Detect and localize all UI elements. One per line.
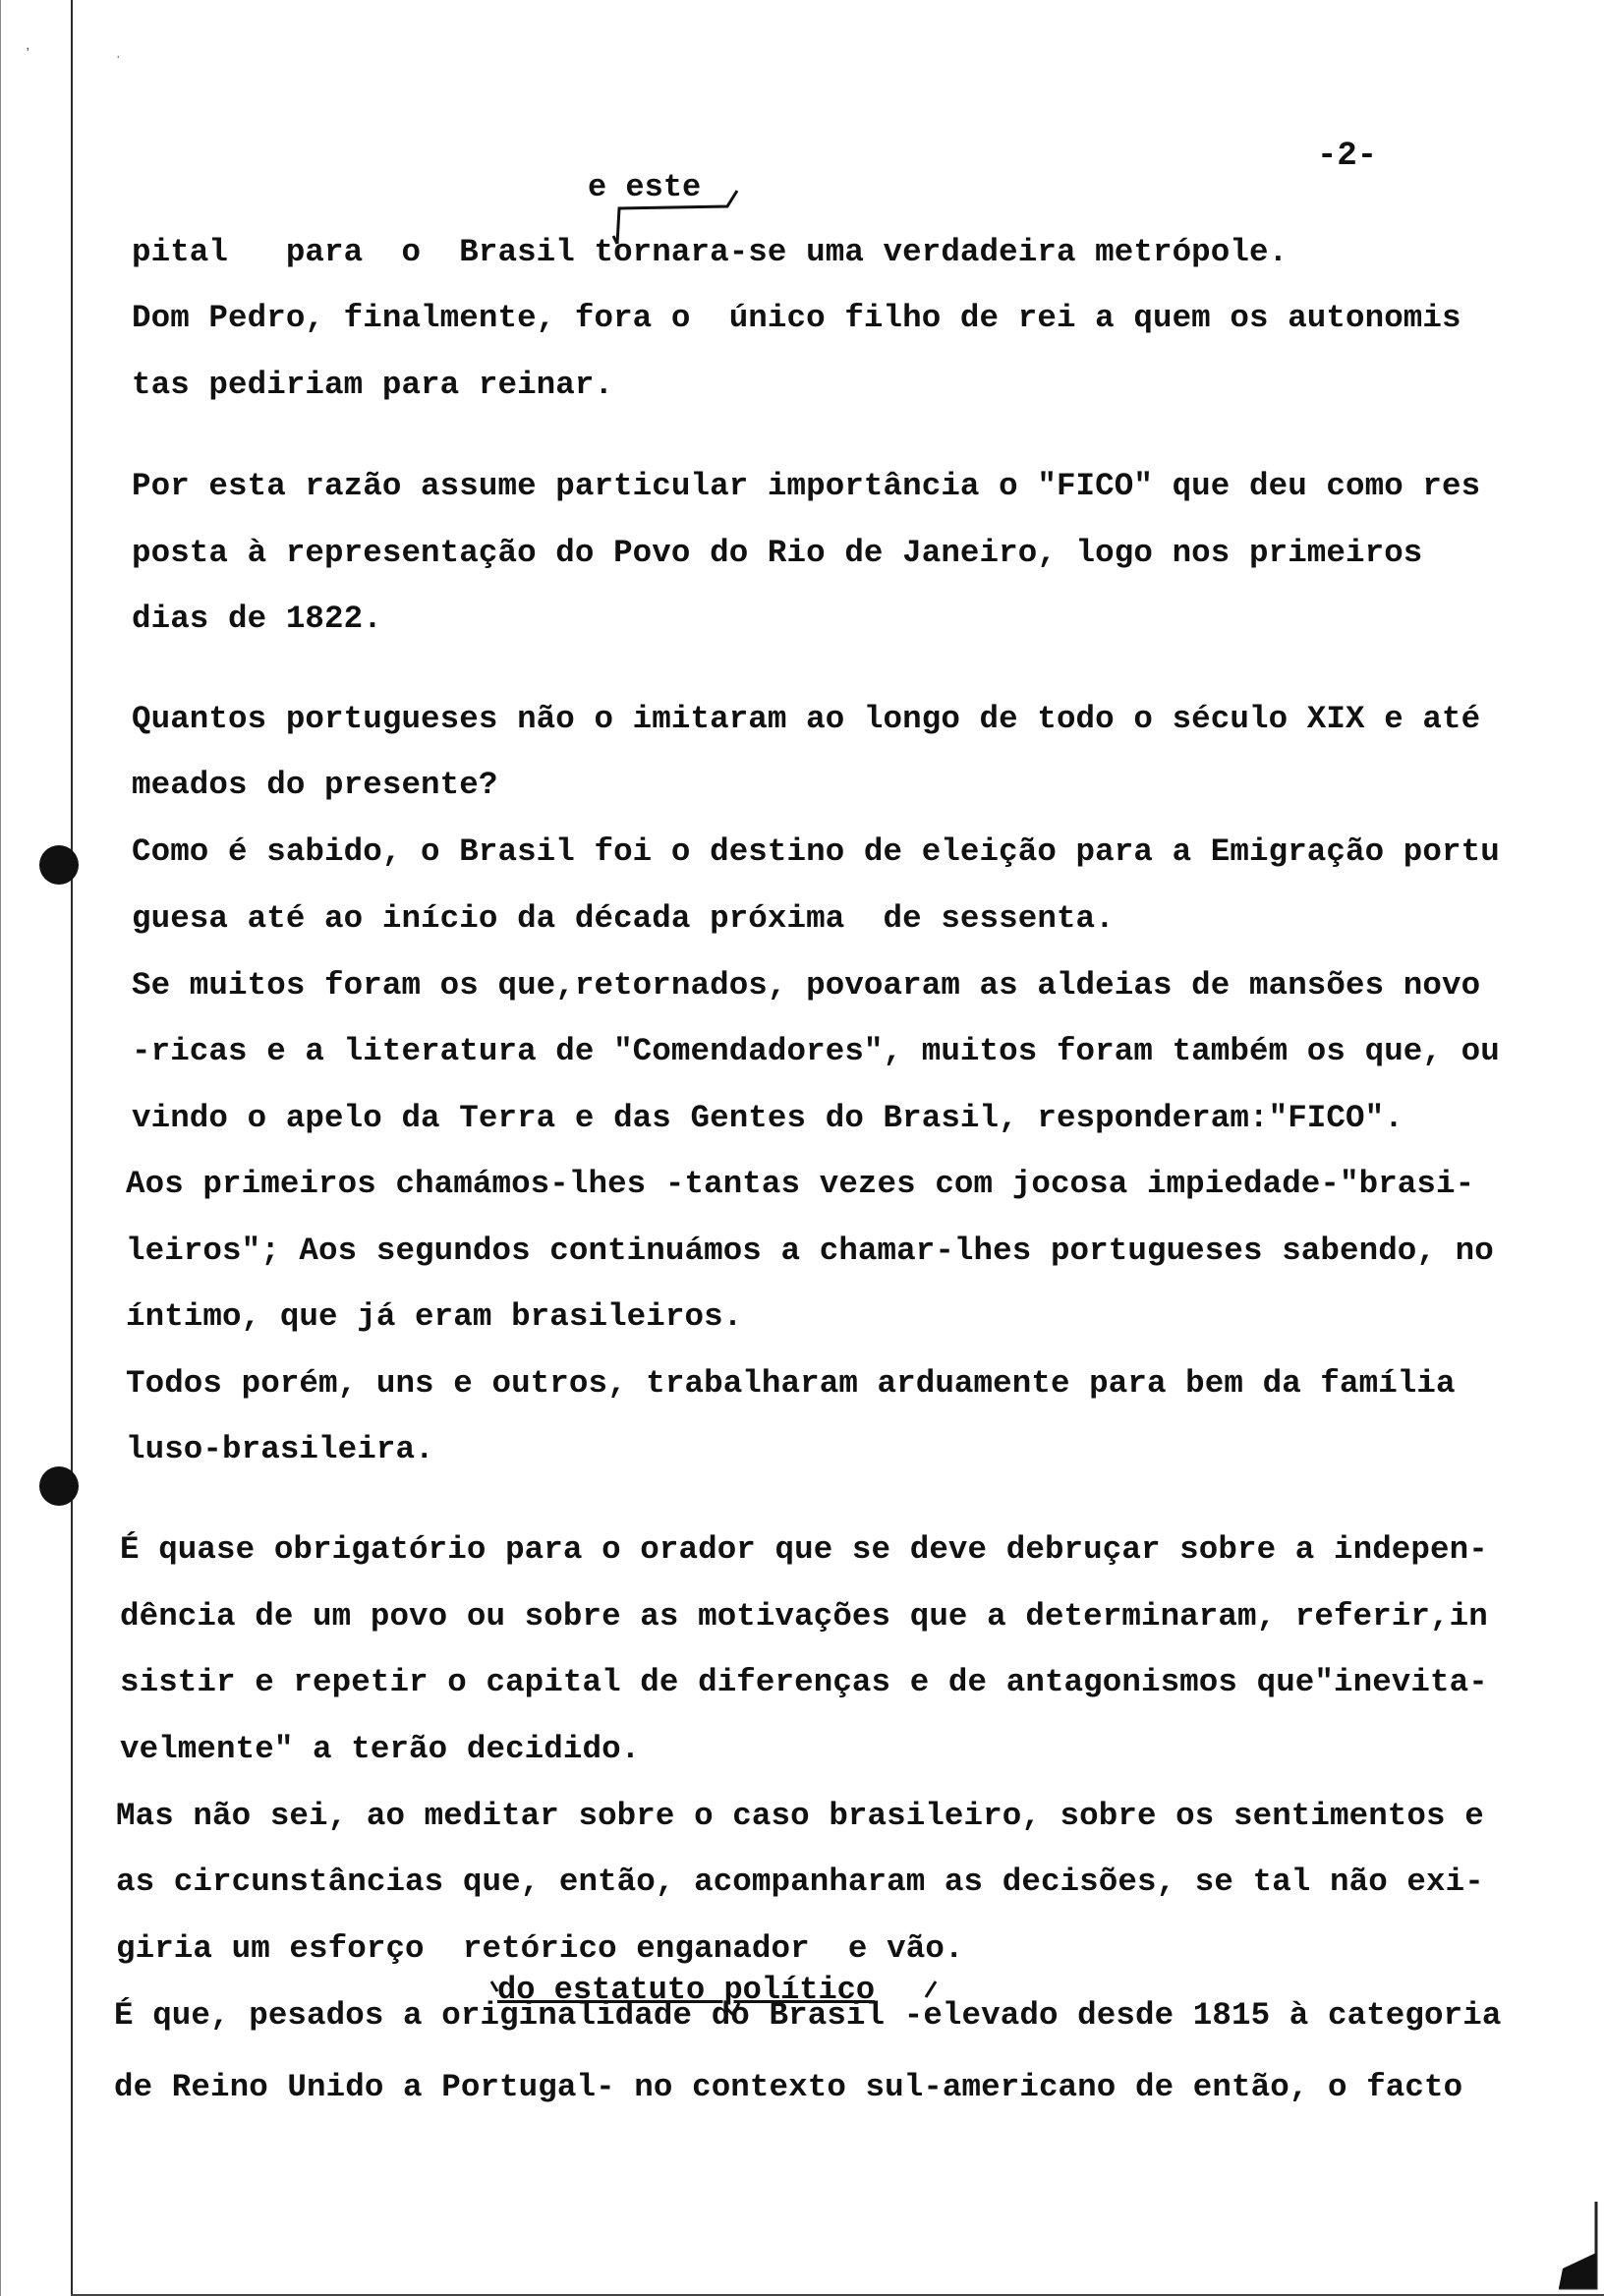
text-line: guesa até ao início da década próxima de sessenta. — [132, 900, 1115, 937]
scan-speck: ʼ — [24, 47, 32, 63]
text-line: Por esta razão assume particular importância o "FICO" que deu como res — [132, 468, 1481, 504]
text-line: tas pediriam para reinar. — [132, 367, 614, 403]
text-line: -ricas e a literatura de "Comendadores", muitos foram também os que, ou — [132, 1033, 1500, 1069]
text-line: Aos primeiros chamámos-lhes -tantas vezes com jocosa impiedade-"brasi- — [126, 1166, 1475, 1202]
text-line: pital para o Brasil tornara-se uma verdadeira metrópole. — [132, 234, 1289, 270]
text-line: de Reino Unido a Portugal- no contexto sul-americano de então, o facto — [114, 2069, 1463, 2105]
text-line: É que, pesados a originalidade do Brasil -elevado desde 1815 à categoria — [114, 1997, 1502, 2034]
page-corner-mark — [1557, 2202, 1600, 2290]
text-line: sistir e repetir o capital de diferenças e de antagonismos que"inevita- — [120, 1664, 1488, 1700]
text-line: É quase obrigatório para o orador que se deve debruçar sobre a indepen- — [120, 1531, 1488, 1568]
text-line: velmente" a terão decidido. — [120, 1731, 641, 1767]
text-line: dias de 1822. — [132, 601, 382, 637]
insertion-note: e este — [588, 169, 702, 205]
text-line: Se muitos foram os que,retornados, povoaram as aldeias de mansões novo — [132, 967, 1481, 1004]
margin-rule — [71, 0, 73, 2296]
page-edge-rule — [0, 0, 1, 2296]
text-line: Mas não sei, ao meditar sobre o caso brasileiro, sobre os sentimentos e — [116, 1798, 1484, 1834]
text-line: posta à representação do Povo do Rio de Janeiro, logo nos primeiros — [132, 535, 1423, 571]
text-line: meados do presente? — [132, 767, 498, 803]
text-line: giria um esforço retórico enganador e vão. — [116, 1930, 964, 1967]
scan-speck: ˈ — [114, 55, 123, 71]
text-line: Como é sabido, o Brasil foi o destino de eleição para a Emigração portu — [132, 833, 1500, 870]
text-line: íntimo, que já eram brasileiros. — [126, 1298, 743, 1335]
text-line: Quantos portugueses não o imitaram ao longo de todo o século XIX e até — [132, 701, 1481, 737]
page-number: -2- — [1317, 138, 1378, 175]
text-line: Dom Pedro, finalmente, fora o único filho de rei a quem os autonomis — [132, 300, 1461, 336]
text-line: as circunstâncias que, então, acompanharam as decisões, se tal não exi- — [116, 1864, 1484, 1900]
text-line: Todos porém, uns e outros, trabalharam arduamente para bem da família — [126, 1365, 1456, 1402]
insertion-note: do estatuto político — [497, 1972, 876, 2008]
text-line: leiros"; Aos segundos continuámos a chamar-lhes portugueses sabendo, no — [126, 1233, 1494, 1269]
punch-hole-upper — [39, 845, 79, 885]
text-line: luso-brasileira. — [126, 1431, 434, 1467]
text-line: vindo o apelo da Terra e das Gentes do Brasil, responderam:"FICO". — [132, 1100, 1404, 1136]
text-line: dência de um povo ou sobre as motivações que a determinaram, referir,in — [120, 1598, 1488, 1635]
punch-hole-lower — [39, 1466, 79, 1506]
